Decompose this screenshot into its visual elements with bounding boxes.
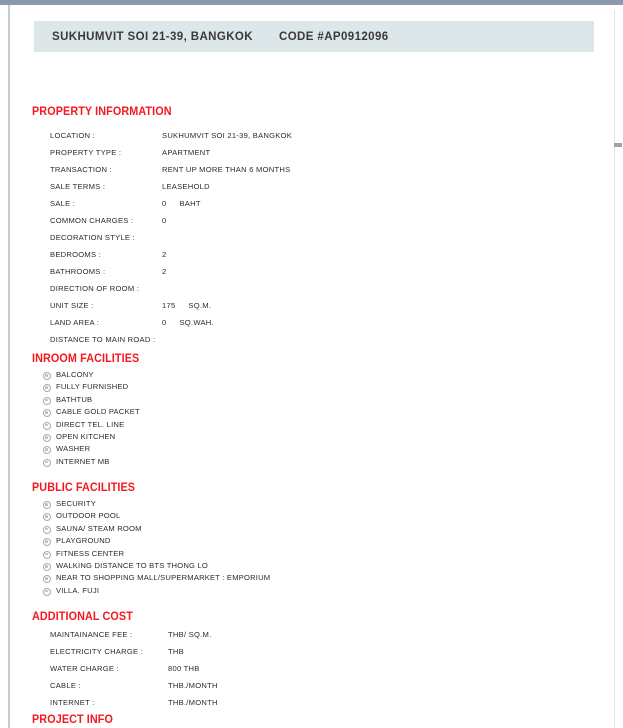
spec-value-text: THB./MONTH <box>168 681 218 690</box>
spec-value-text: 175 <box>162 301 176 310</box>
spec-value-text: 0 <box>162 318 167 327</box>
bullet-circle-icon <box>43 575 51 583</box>
spec-value-text: SUKHUMVIT SOI 21-39, BANGKOK <box>162 131 293 140</box>
bullet-circle-icon <box>43 563 51 571</box>
spec-value <box>168 698 218 707</box>
spec-label: BEDROOMS : <box>50 250 102 259</box>
spec-value-unit: BAHT <box>179 199 201 208</box>
bullet-circle-icon <box>43 513 51 521</box>
facility-label: WALKING DISTANCE TO BTS THONG LO <box>56 560 208 570</box>
spec-value <box>162 148 210 157</box>
facility-label: VILLA. FUJI <box>56 585 100 595</box>
spec-value-unit: SQ.WAH. <box>179 318 214 327</box>
spec-label: CABLE : <box>50 681 81 690</box>
facility-label: SECURITY <box>56 499 96 508</box>
facility-label: DIRECT TEL. LINE <box>56 419 125 429</box>
facility-item <box>10 585 100 598</box>
bullet-circle-icon <box>43 384 51 392</box>
spec-value-text: THB <box>168 647 184 656</box>
property-code: CODE #AP0912096 <box>278 30 389 43</box>
spec-value-text: 800 THB <box>168 664 200 673</box>
spec-value-text: LEASEHOLD <box>162 182 210 191</box>
spec-value-text: 2 <box>162 250 167 259</box>
facility-label: WASHER <box>56 444 91 454</box>
facility-item <box>10 456 110 469</box>
facility-label: FITNESS CENTER <box>56 548 125 558</box>
spec-value <box>162 267 166 276</box>
spec-value-text: THB/ SQ.M. <box>168 630 212 639</box>
spec-label: DIRECTION OF ROOM : <box>50 284 140 293</box>
facility-item <box>10 431 116 444</box>
spec-label: DISTANCE TO MAIN ROAD : <box>50 335 156 344</box>
facility-label: NEAR TO SHOPPING MALL/SUPERMARKET : EMPORIUM <box>56 573 271 583</box>
spec-value-text: RENT UP MORE THAN 6 MONTHS <box>162 165 291 174</box>
facility-label: PLAYGROUND <box>56 536 111 546</box>
facility-label: FULLY FURNISHED <box>56 382 129 392</box>
facility-item <box>10 407 140 419</box>
spec-value <box>162 250 166 259</box>
bullet-circle-icon <box>43 397 51 405</box>
bullet-circle-icon <box>43 551 51 559</box>
bullet-circle-icon <box>43 588 51 596</box>
bullet-circle-icon <box>43 501 51 509</box>
spec-label: ELECTRICITY CHARGE : <box>50 647 144 656</box>
inroom-facilities-list <box>10 370 140 469</box>
section-heading-additional-cost: ADDITIONAL COST <box>32 611 133 623</box>
spec-label: WATER CHARGE : <box>50 664 119 673</box>
spec-value <box>162 182 210 191</box>
facility-label: INTERNET MB <box>56 456 110 466</box>
facility-label: BATHTUB <box>56 394 93 404</box>
bullet-circle-icon <box>43 409 51 417</box>
document-page <box>10 5 614 728</box>
facility-item <box>10 419 125 432</box>
bullet-circle-icon <box>43 526 51 534</box>
spec-value <box>168 647 184 656</box>
spec-value-unit: SQ.M. <box>188 301 212 310</box>
facility-label: CABLE GOLD PACKET <box>56 407 140 417</box>
spec-value <box>162 301 211 310</box>
facility-item <box>10 523 142 536</box>
spec-label: PROPERTY TYPE : <box>50 148 122 157</box>
spec-label: BATHROOMS : <box>50 267 106 276</box>
bullet-circle-icon <box>43 434 51 442</box>
spec-label: DECORATION STYLE : <box>50 233 135 242</box>
facility-item <box>10 382 129 394</box>
spec-value <box>168 664 200 673</box>
bullet-circle-icon <box>43 446 51 454</box>
facility-item <box>10 536 111 548</box>
facility-label: OPEN KITCHEN <box>56 431 116 441</box>
bullet-circle-icon <box>43 459 51 467</box>
facility-item <box>10 511 121 523</box>
spec-value <box>168 681 218 690</box>
spec-label: COMMON CHARGES : <box>50 216 134 225</box>
section-heading-property-information: PROPERTY INFORMATION <box>32 106 172 118</box>
facility-item <box>10 499 96 511</box>
facility-item <box>10 548 125 561</box>
property-address: SUKHUMVIT SOI 21-39, BANGKOK <box>52 30 253 43</box>
spec-value <box>162 199 201 208</box>
facility-label: OUTDOOR POOL <box>56 511 121 521</box>
spec-label: UNIT SIZE : <box>50 301 94 310</box>
spec-label: SALE : <box>50 199 76 208</box>
spec-value <box>162 318 214 327</box>
public-facilities-list <box>10 499 271 598</box>
spec-label: INTERNET : <box>50 698 95 707</box>
spec-value-text: 0 <box>162 199 167 208</box>
spec-value-text: 2 <box>162 267 167 276</box>
facility-item <box>10 394 93 407</box>
spec-label: SALE TERMS : <box>50 182 106 191</box>
spec-label: TRANSACTION : <box>50 165 112 174</box>
page-right-rule <box>614 10 615 728</box>
spec-value-text: APARTMENT <box>162 148 211 157</box>
facility-item <box>10 560 208 573</box>
spec-value <box>162 165 290 174</box>
bullet-circle-icon <box>43 372 51 380</box>
spec-value-text: 0 <box>162 216 167 225</box>
section-heading-project-info: PROJECT INFO <box>32 714 114 726</box>
property-title-bar <box>34 21 594 52</box>
spec-value-text: THB./MONTH <box>168 698 218 707</box>
spec-value <box>162 216 166 225</box>
spec-label: MAINTAINANCE FEE : <box>50 630 133 639</box>
spec-value <box>162 131 292 140</box>
section-heading-inroom-facilities: INROOM FACILITIES <box>32 353 140 365</box>
bullet-circle-icon <box>43 538 51 546</box>
facility-label: SAUNA/ STEAM ROOM <box>56 523 142 533</box>
spec-value <box>168 630 211 639</box>
facility-item <box>10 370 94 382</box>
spec-label: LOCATION : <box>50 131 95 140</box>
facility-item <box>10 444 91 456</box>
facility-label: BALCONY <box>56 370 94 379</box>
bullet-circle-icon <box>43 422 51 430</box>
spec-label: LAND AREA : <box>50 318 100 327</box>
section-heading-public-facilities: PUBLIC FACILITIES <box>32 482 136 494</box>
facility-item <box>10 573 271 585</box>
